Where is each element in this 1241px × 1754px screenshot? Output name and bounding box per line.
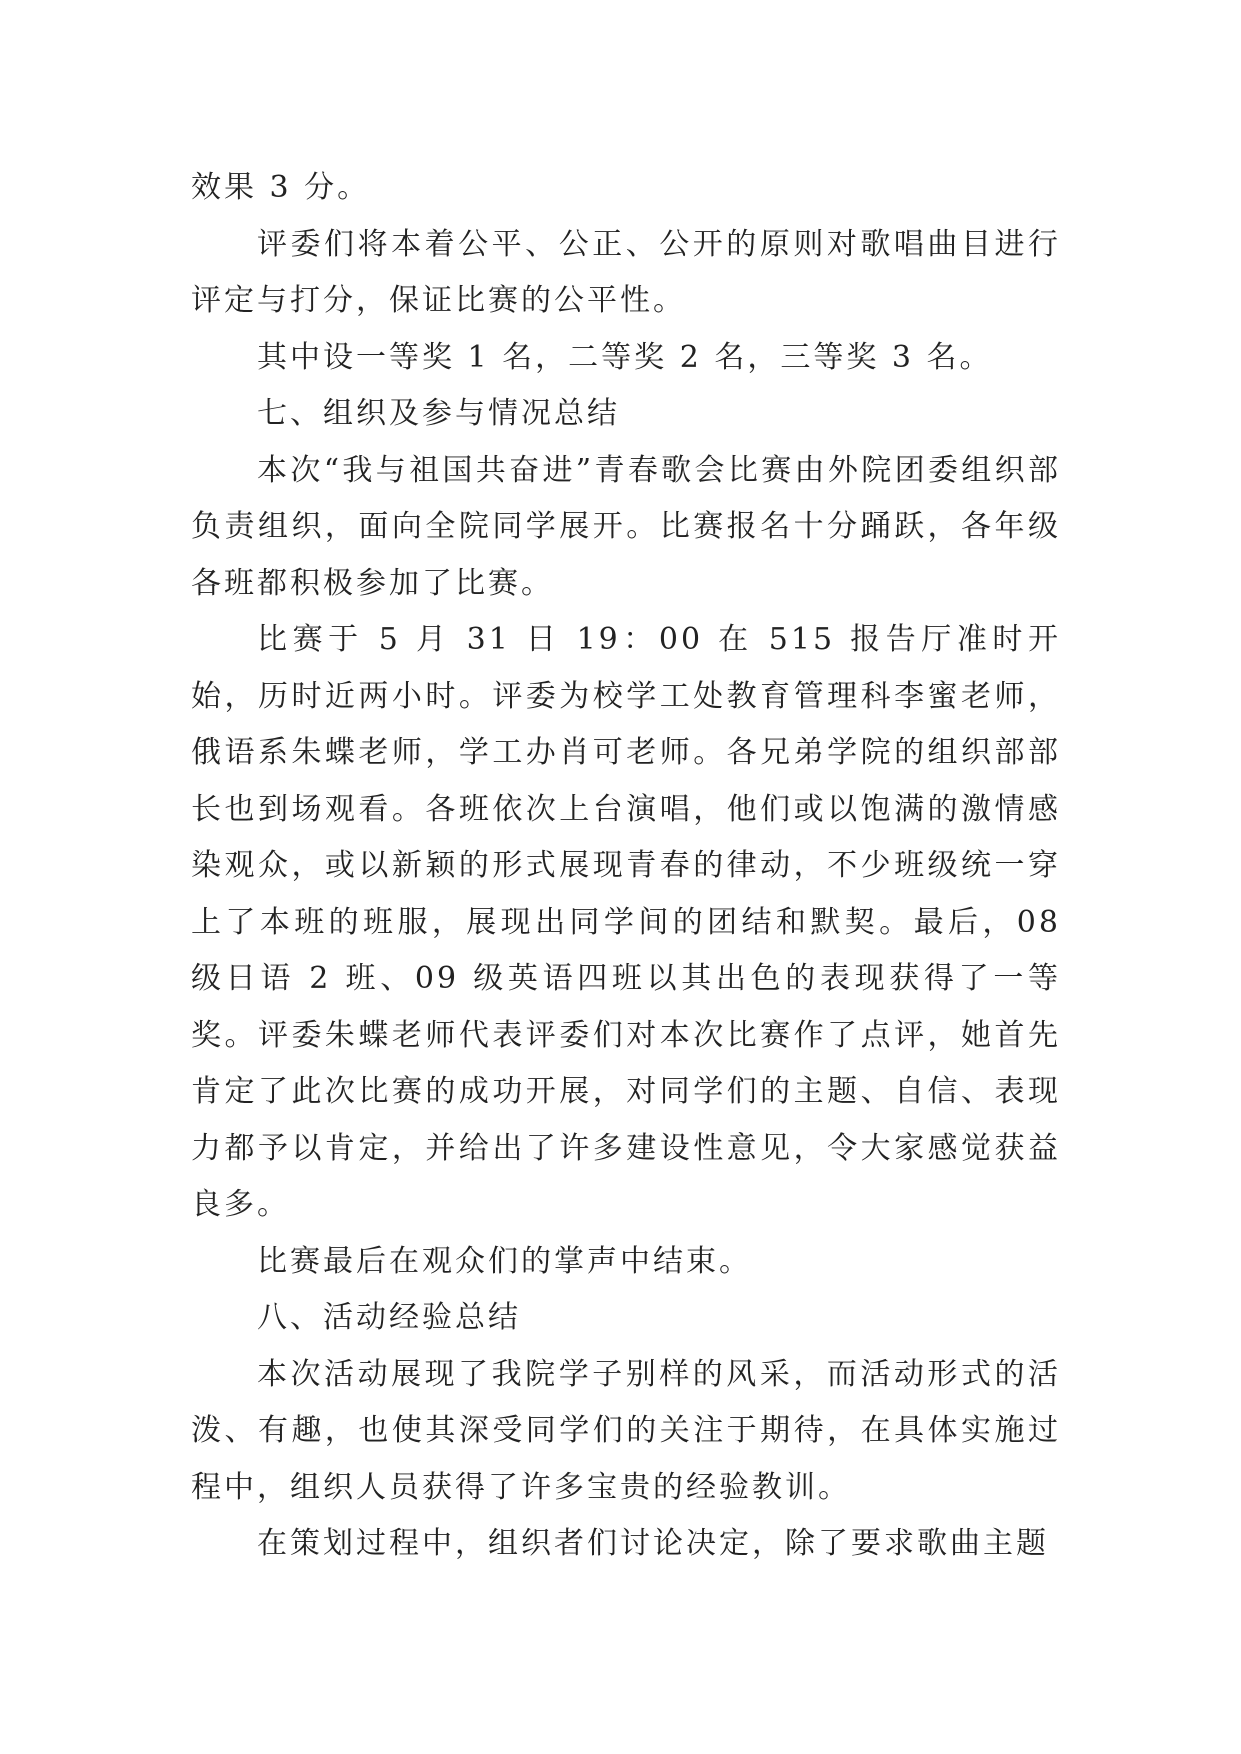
paragraph-competition-details: 比赛于 5 月 31 日 19：00 在 515 报告厅准时开始，历时近两小时。评委为校学工处教育管理科李蜜老师，俄语系朱蝶老师，学工办肖可老师。各兄弟学院的组织部部长也到场观看。各班依次上台演唱，他们或以饱满的激情感染观众，或以新颖的形式展现青春的律动，不少班级统一穿上了本班的班服，展现出同学间的团结和默契。最后，08 级日语 2 班、09 级英语四班以其出色的表现获得了一等奖。评委朱蝶老师代表评委们对本次比赛作了点评，她首先肯定了此次比赛的成功开展，对同学们的主题、自信、表现力都予以肯定，并给出了许多建设性意见，令大家感觉获益良多。 [191, 622, 1061, 1222]
paragraph-organization: 本次“我与祖国共奋进”青春歌会比赛由外院团委组织部负责组织，面向全院同学展开。比赛报名十分踊跃，各年级各班都积极参加了比赛。 [191, 452, 1061, 601]
paragraph-judging-principle: 评委们将本着公平、公正、公开的原则对歌唱曲目进行评定与打分，保证比赛的公平性。 [191, 226, 1061, 318]
section-heading-organization: 七、组织及参与情况总结 [257, 396, 620, 431]
paragraph-competition-end: 比赛最后在观众们的掌声中结束。 [257, 1243, 752, 1279]
paragraph-planning: 在策划过程中，组织者们讨论决定，除了要求歌曲主题 [257, 1526, 1049, 1561]
paragraph-experience: 本次活动展现了我院学子别样的风采，而活动形式的活泼、有趣，也使其深受同学们的关注于期待，在具体实施过程中，组织人员获得了许多宝贵的经验教训。 [191, 1356, 1061, 1505]
paragraph-awards: 其中设一等奖 1 名，二等奖 2 名，三等奖 3 名。 [257, 339, 993, 375]
document-body [191, 160, 1061, 1573]
section-heading-experience: 八、活动经验总结 [257, 1300, 521, 1335]
paragraph-score-effect: 效果 3 分。 [191, 170, 371, 205]
